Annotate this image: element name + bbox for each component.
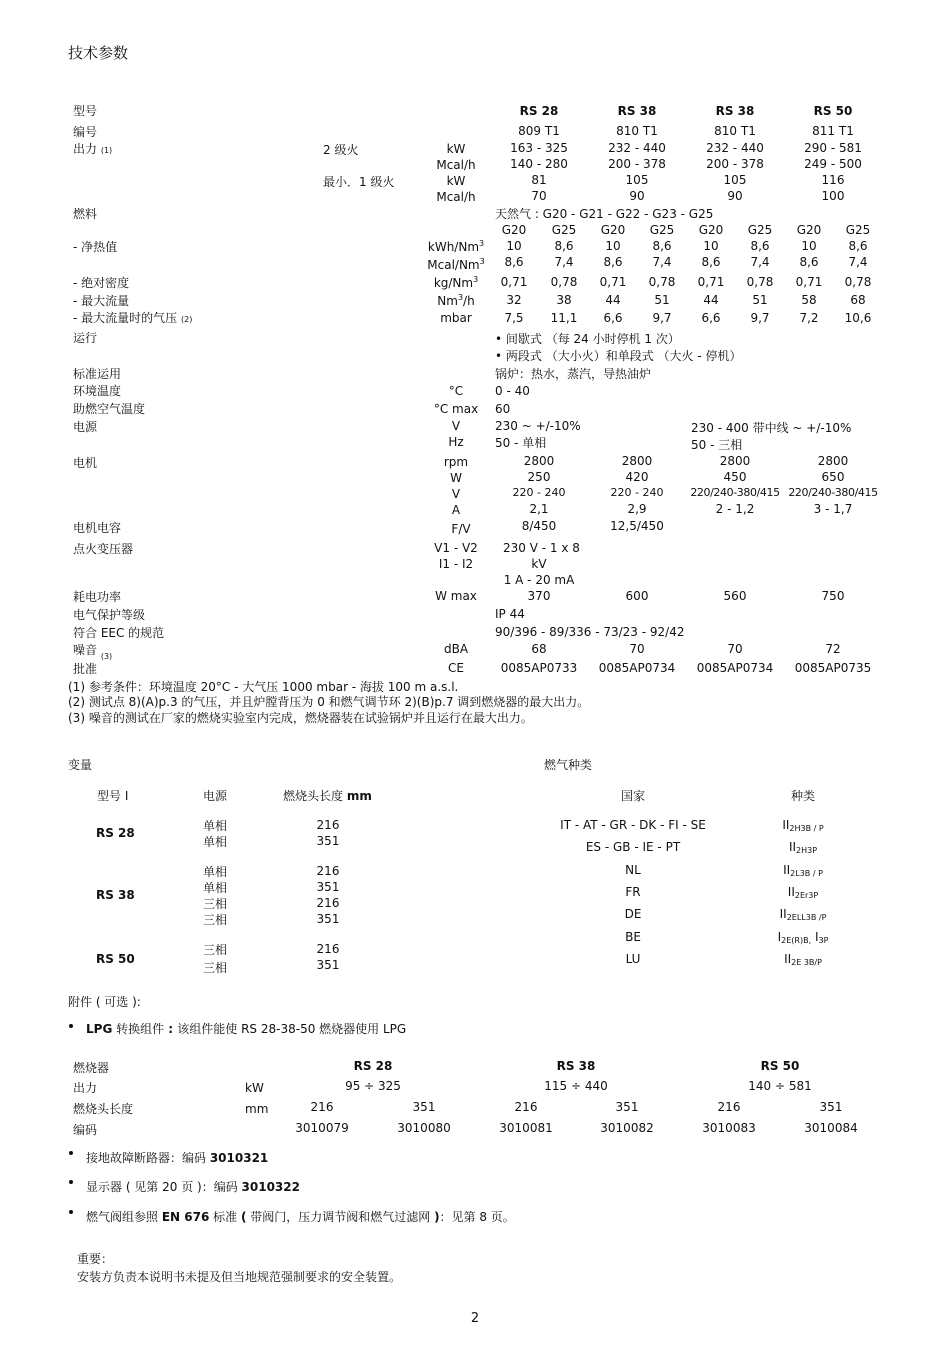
lpg-code-label: 编码 — [73, 1123, 98, 1137]
stage2-label: 2 级火 — [323, 143, 359, 157]
value-cell: 68 — [850, 293, 866, 307]
unit-mcal: Mcal/h — [436, 190, 476, 204]
value-cell: 8,6 — [554, 239, 574, 253]
value-cell: 11,1 — [550, 311, 578, 325]
value-cell: 7,2 — [799, 311, 819, 325]
lpg-head-label: 燃烧头长度 — [73, 1102, 134, 1116]
power-unit: V — [451, 419, 461, 433]
bullet-icon — [69, 1024, 73, 1028]
value-cell: 0,71 — [697, 275, 725, 289]
gas-col: G20 — [796, 223, 822, 237]
value-cell: 0,71 — [795, 275, 823, 289]
approval-label: 批准 — [73, 662, 98, 676]
value-cell: 0085AP0734 — [696, 661, 774, 675]
value-cell: 58 — [801, 293, 817, 307]
value-cell: 0,71 — [500, 275, 528, 289]
value-cell: 8,6 — [701, 255, 721, 269]
ignition-value: 1 A - 20 mA — [503, 573, 575, 587]
value-cell: 9,7 — [652, 311, 672, 325]
application-value: 锅炉：热水，蒸汽，导热油炉 — [495, 367, 652, 381]
operation-item: • 两段式 （大小火）和单段式 （大火 - 停机） — [495, 349, 742, 363]
variant-model: RS 50 — [96, 952, 135, 966]
lpg-code: 3010082 — [600, 1121, 654, 1135]
unit-kw: kW — [446, 174, 466, 188]
value-cell: 8,6 — [504, 255, 524, 269]
value-cell: 72 — [825, 642, 841, 656]
lpg-model: RS 50 — [760, 1059, 800, 1073]
value-cell: 560 — [723, 589, 747, 603]
value-cell: 8/450 — [521, 519, 557, 533]
bullet-icon — [69, 1210, 73, 1214]
lpg-code: 3010079 — [295, 1121, 349, 1135]
accessories-title: 附件 ( 可选 ): — [68, 995, 141, 1009]
value-cell: 9,7 — [750, 311, 770, 325]
noise-unit: dBA — [443, 642, 469, 656]
unit-kw: kW — [446, 142, 466, 156]
lpg-head: 216 — [310, 1100, 334, 1114]
footnote-ref: (1) — [100, 146, 113, 155]
value-cell: 10 — [506, 239, 522, 253]
variant-power: 三相 — [203, 943, 228, 957]
gas-category: $II_{2H3B / P}$ — [782, 818, 824, 833]
power-label: 电源 — [73, 420, 98, 434]
variant-length: 351 — [316, 880, 340, 894]
lpg-output-unit: kW — [245, 1081, 264, 1095]
accessory-item: 显示器 ( 见第 20 页 )：编码 3010322 — [86, 1180, 300, 1194]
density-unit: kg/Nm$^3$ — [433, 275, 479, 290]
value-cell: 2800 — [719, 454, 751, 468]
footnote: (2) 测试点 8)(A)p.3 的气压，并且炉膛背压为 0 和燃气调节环 2)(B)p.7 调到燃烧器的最大出力。 — [68, 695, 590, 709]
noise-label: 噪音 $_{(3)}$ — [73, 643, 113, 661]
comb-air-value: 60 — [495, 402, 511, 416]
unit-mcal: Mcal/h — [436, 158, 476, 172]
col-category: 种类 — [790, 789, 816, 803]
comb-air-label: 助燃空气温度 — [73, 402, 146, 416]
lpg-output: 140 ÷ 581 — [748, 1079, 812, 1093]
page-title: 技术参数 — [68, 44, 129, 62]
application-label: 标准运用 — [73, 367, 122, 381]
value-cell: 7,4 — [652, 255, 672, 269]
lpg-output-label: 出力 — [73, 1081, 98, 1095]
gas-category: $II_{2L3B / P}$ — [783, 863, 823, 878]
accessory-item: 燃气阀组参照 EN 676 标准 ( 带阀门，压力调节阀和燃气过滤网 )：见第 8 页。 — [86, 1210, 515, 1224]
value-cell: 750 — [821, 589, 845, 603]
value-cell: 2,9 — [627, 502, 647, 516]
eec-value: 90/396 - 89/336 - 73/23 - 92/42 — [495, 625, 685, 639]
variant-length: 351 — [316, 958, 340, 972]
model-code: 809 T1 — [518, 124, 560, 138]
country: FR — [625, 885, 641, 899]
lpg-output: 95 ÷ 325 — [345, 1079, 401, 1093]
value-cell: 116 — [821, 173, 845, 187]
variant-length: 216 — [316, 896, 340, 910]
pressure-unit: mbar — [440, 311, 472, 325]
gas-col: G25 — [551, 223, 577, 237]
ncv-unit: kWh/Nm$^3$ — [427, 239, 485, 254]
value-cell: 220/240-380/415 — [690, 486, 780, 499]
variant-length: 216 — [316, 818, 340, 832]
country: DE — [624, 907, 642, 921]
value-cell: 232 - 440 — [706, 141, 764, 155]
operation-label: 运行 — [73, 331, 98, 345]
ignition-unit: V1 - V2 — [434, 541, 478, 555]
gas-col: G25 — [845, 223, 871, 237]
value-cell: 140 - 280 — [510, 157, 568, 171]
value-cell: 220 - 240 — [512, 486, 566, 499]
variant-length: 216 — [316, 864, 340, 878]
value-cell: 250 — [527, 470, 551, 484]
value-cell: 8,6 — [652, 239, 672, 253]
value-cell: 44 — [703, 293, 719, 307]
variant-power: 三相 — [203, 897, 228, 911]
lpg-model: RS 28 — [353, 1059, 393, 1073]
comb-air-unit: °C max — [433, 402, 479, 416]
value-cell: 8,6 — [848, 239, 868, 253]
lpg-code: 3010081 — [499, 1121, 553, 1135]
gas-category: $II_{2ELL3B /P}$ — [779, 907, 827, 922]
value-cell: 2 - 1,2 — [715, 502, 755, 516]
variant-power: 三相 — [203, 961, 228, 975]
model-label: 型号 — [73, 104, 98, 118]
footnote: (1) 参考条件：环境温度 20°C - 大气压 1000 mbar - 海拔 100 m a.s.l. — [68, 680, 459, 694]
lpg-model: RS 38 — [556, 1059, 596, 1073]
value-cell: 290 - 581 — [804, 141, 862, 155]
value-cell: 0,78 — [746, 275, 774, 289]
value-cell: 3 - 1,7 — [813, 502, 853, 516]
lpg-head-unit: mm — [245, 1102, 269, 1116]
gas-category: $II_{2H3P}$ — [788, 840, 818, 855]
variant-length: 351 — [316, 834, 340, 848]
country: ES - GB - IE - PT — [585, 840, 681, 854]
col-country: 国家 — [620, 789, 646, 803]
ignition-unit: I1 - I2 — [438, 557, 474, 571]
value-cell: 6,6 — [701, 311, 721, 325]
variant-length: 351 — [316, 912, 340, 926]
gas-col: G25 — [747, 223, 773, 237]
power-value: 50 - 三相 — [691, 438, 743, 452]
gas-category: $II_{2Er3P}$ — [787, 885, 819, 900]
lpg-output: 115 ÷ 440 — [544, 1079, 608, 1093]
value-cell: 163 - 325 — [510, 141, 568, 155]
value-cell: 0,78 — [844, 275, 872, 289]
ambient-value: 0 - 40 — [495, 384, 530, 398]
value-cell: 70 — [629, 642, 645, 656]
value-cell: 220 - 240 — [610, 486, 664, 499]
footnote-ref: (2) — [180, 315, 193, 324]
value-cell: 38 — [556, 293, 572, 307]
value-cell: 7,4 — [848, 255, 868, 269]
model-code: 810 T1 — [616, 124, 658, 138]
flow-label: - 最大流量 — [73, 294, 130, 308]
motor-unit: A — [451, 503, 461, 517]
value-cell: 70 — [727, 642, 743, 656]
pressure-label: - 最大流量时的气压 (2) — [73, 311, 193, 325]
value-cell: 68 — [531, 642, 547, 656]
motor-unit: rpm — [443, 455, 469, 469]
value-cell: 370 — [527, 589, 551, 603]
accessory-item: 接地故障断路器：编码 3010321 — [86, 1151, 269, 1165]
value-cell: 90 — [727, 189, 743, 203]
variant-power: 单相 — [203, 865, 228, 879]
country: NL — [625, 863, 641, 877]
footnote-ref: (3) — [100, 652, 113, 661]
value-cell: 10 — [605, 239, 621, 253]
fuel-label: 燃料 — [73, 207, 98, 221]
power-abs-label: 耗电功率 — [73, 590, 122, 604]
variant-model: RS 38 — [96, 888, 135, 902]
lpg-head: 216 — [717, 1100, 741, 1114]
value-cell: 0,78 — [648, 275, 676, 289]
motor-unit: V — [451, 487, 461, 501]
ignition-value: 230 V - 1 x 8 — [503, 541, 580, 555]
gas-category: $II_{2E 3B/P}$ — [784, 952, 822, 967]
value-cell: 200 - 378 — [608, 157, 666, 171]
protection-value: IP 44 — [495, 607, 525, 621]
value-cell: 2800 — [621, 454, 653, 468]
value-cell: 232 - 440 — [608, 141, 666, 155]
value-cell: 70 — [531, 189, 547, 203]
model-code: 811 T1 — [812, 124, 854, 138]
value-cell: 105 — [625, 173, 649, 187]
burner-label: 燃烧器 — [73, 1061, 110, 1075]
value-cell: 0,71 — [599, 275, 627, 289]
country: IT - AT - GR - DK - FI - SE — [560, 818, 706, 832]
variant-power: 单相 — [203, 881, 228, 895]
value-cell: 249 - 500 — [804, 157, 862, 171]
lpg-code: 3010084 — [804, 1121, 858, 1135]
ambient-unit: °C — [448, 384, 464, 398]
country: LU — [625, 952, 641, 966]
value-cell: 0085AP0734 — [598, 661, 676, 675]
variant-power: 单相 — [203, 835, 228, 849]
flow-unit: Nm$^3$/h — [437, 293, 475, 308]
gas-col: G20 — [698, 223, 724, 237]
value-cell: 105 — [723, 173, 747, 187]
power-abs-unit: W max — [435, 589, 477, 603]
lpg-kit-item: LPG 转换组件 : 该组件能使 RS 28-38-50 燃烧器使用 LPG — [86, 1022, 407, 1036]
operation-item: • 间歇式 （每 24 小时停机 1 次） — [495, 332, 680, 346]
value-cell: 81 — [531, 173, 547, 187]
value-cell: 0085AP0733 — [500, 661, 578, 675]
value-cell: 7,5 — [504, 311, 524, 325]
value-cell: 7,4 — [750, 255, 770, 269]
page-number: 2 — [470, 1311, 480, 1326]
value-cell: 2800 — [817, 454, 849, 468]
motor-unit: W — [450, 471, 462, 485]
value-cell: 8,6 — [799, 255, 819, 269]
value-cell: 90 — [629, 189, 645, 203]
model-code: 810 T1 — [714, 124, 756, 138]
variant-power: 三相 — [203, 913, 228, 927]
eec-label: 符合 EEC 的规范 — [73, 626, 165, 640]
value-cell: 7,4 — [554, 255, 574, 269]
value-cell: 220/240-380/415 — [788, 486, 878, 499]
power-value: 230 ~ +/-10% — [495, 419, 581, 433]
value-cell: 8,6 — [603, 255, 623, 269]
power-value: 50 - 单相 — [495, 436, 547, 450]
value-cell: 32 — [506, 293, 522, 307]
value-cell: 420 — [625, 470, 649, 484]
model-header: RS 38 — [617, 104, 657, 118]
motor-label: 电机 — [73, 456, 98, 470]
value-cell: 650 — [821, 470, 845, 484]
gas-col: G20 — [501, 223, 527, 237]
value-cell: 10 — [801, 239, 817, 253]
stage-min-label: 最小．1 级火 — [323, 175, 395, 189]
value-cell: 2800 — [523, 454, 555, 468]
important-title: 重要： — [77, 1252, 114, 1266]
model-header: RS 28 — [519, 104, 559, 118]
output-label: 出力 (1) — [73, 142, 113, 156]
col-model: 型号 I — [97, 789, 129, 803]
col-head-length: 燃烧头长度 mm — [283, 789, 372, 803]
variant-model: RS 28 — [96, 826, 135, 840]
capacitor-unit: F/V — [451, 522, 471, 536]
code-label: 编号 — [73, 125, 98, 139]
value-cell: 200 - 378 — [706, 157, 764, 171]
value-cell: 450 — [723, 470, 747, 484]
col-power: 电源 — [203, 789, 228, 803]
ncv-label: - 净热值 — [73, 240, 118, 254]
value-cell: 100 — [821, 189, 845, 203]
ambient-label: 环境温度 — [73, 384, 122, 398]
lpg-code: 3010083 — [702, 1121, 756, 1135]
lpg-head: 351 — [412, 1100, 436, 1114]
variants-title: 变量 — [68, 758, 93, 772]
important-text: 安装方负责本说明书未提及但当地规范强制要求的安全装置。 — [77, 1270, 402, 1284]
value-cell: 51 — [752, 293, 768, 307]
value-cell: 600 — [625, 589, 649, 603]
gas-category-title: 燃气种类 — [543, 758, 593, 772]
gas-category: $I_{2E(R)B,}$ $I_{3P}$ — [777, 930, 829, 945]
gas-col: G25 — [649, 223, 675, 237]
ignition-value: kV — [531, 557, 547, 571]
value-cell: 10 — [703, 239, 719, 253]
bullet-icon — [69, 1151, 73, 1155]
value-cell: 6,6 — [603, 311, 623, 325]
ignition-label: 点火变压器 — [73, 542, 134, 556]
variant-length: 216 — [316, 942, 340, 956]
country: BE — [625, 930, 641, 944]
lpg-head: 351 — [819, 1100, 843, 1114]
capacitor-label: 电机电容 — [73, 521, 122, 535]
value-cell: 0085AP0735 — [794, 661, 872, 675]
model-header: RS 38 — [715, 104, 755, 118]
model-header: RS 50 — [813, 104, 853, 118]
value-cell: 44 — [605, 293, 621, 307]
footnote: (3) 噪音的测试在厂家的燃烧实验室内完成，燃烧器装在试验锅炉并且运行在最大出力。 — [68, 711, 533, 725]
lpg-code: 3010080 — [397, 1121, 451, 1135]
value-cell: 12,5/450 — [610, 519, 664, 533]
lpg-head: 216 — [514, 1100, 538, 1114]
density-label: - 绝对密度 — [73, 276, 130, 290]
bullet-icon — [69, 1180, 73, 1184]
value-cell: 51 — [654, 293, 670, 307]
value-cell: 0,78 — [550, 275, 578, 289]
value-cell: 8,6 — [750, 239, 770, 253]
variant-power: 单相 — [203, 819, 228, 833]
approval-unit: CE — [448, 661, 464, 675]
value-cell: 10,6 — [844, 311, 872, 325]
value-cell: 2,1 — [529, 502, 549, 516]
ncv-unit: Mcal/Nm$^3$ — [427, 257, 485, 272]
protection-label: 电气保护等级 — [73, 608, 146, 622]
power-value: 230 - 400 带中线 ~ +/-10% — [691, 421, 852, 435]
gas-col: G20 — [600, 223, 626, 237]
power-unit: Hz — [448, 435, 464, 449]
lpg-head: 351 — [615, 1100, 639, 1114]
fuel-value: 天然气 : G20 - G21 - G22 - G23 - G25 — [495, 207, 714, 221]
